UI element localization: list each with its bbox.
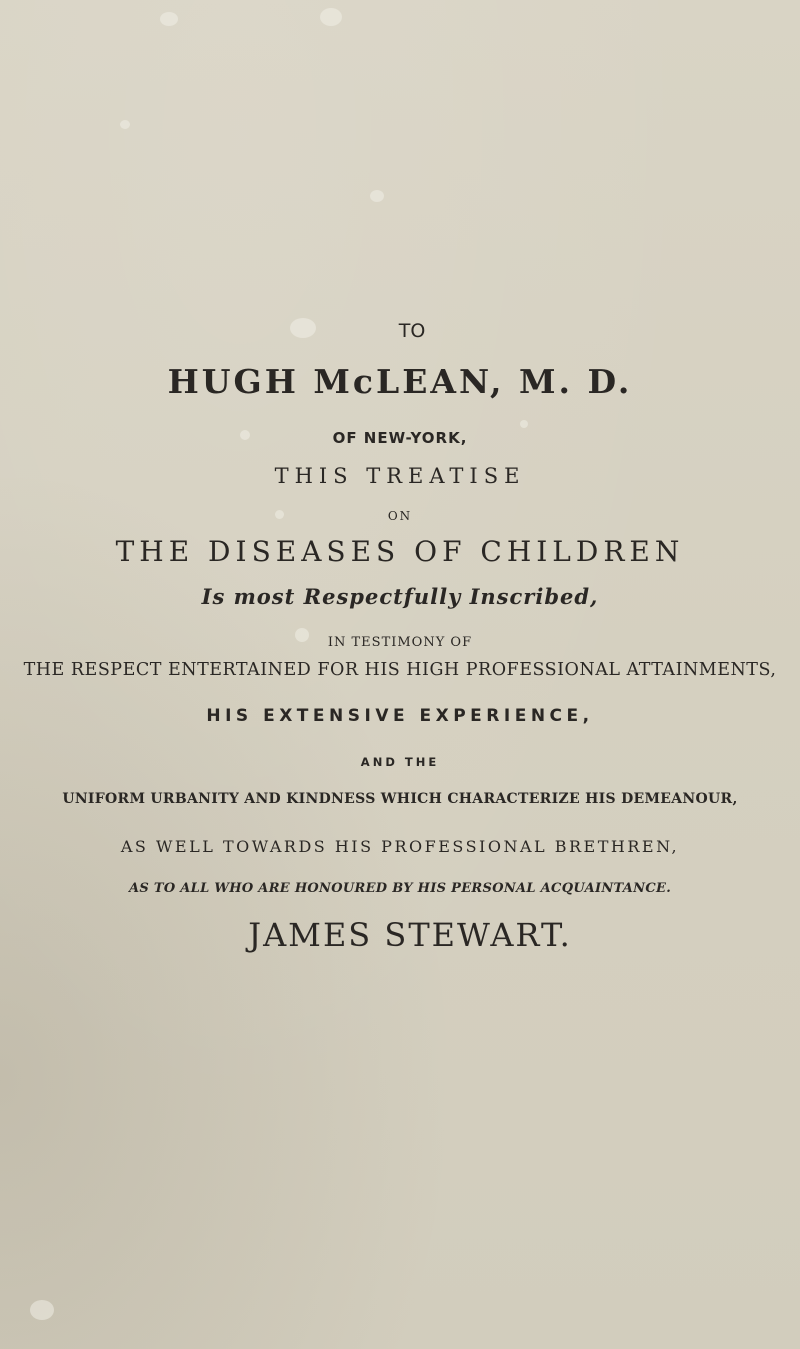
paper-speck: [30, 1300, 54, 1320]
respect-line: THE RESPECT ENTERTAINED FOR HIS HIGH PROFESSIONAL ATTAINMENTS,: [23, 660, 777, 680]
author-signature: JAMES STEWART.: [248, 916, 572, 954]
dedication-to: TO: [398, 320, 426, 342]
paper-speck: [370, 190, 384, 202]
treatise-line: THIS TREATISE: [274, 464, 526, 488]
paper-speck: [320, 8, 342, 26]
inscribed-line: Is most Respectfully Inscribed,: [201, 584, 599, 609]
and-the-line: AND THE: [360, 755, 440, 769]
subject-title: THE DISEASES OF CHILDREN: [115, 535, 685, 568]
paper-speck: [160, 12, 178, 26]
dedicatee-place: OF NEW-YORK,: [332, 429, 468, 447]
brethren-line: AS WELL TOWARDS HIS PROFESSIONAL BRETHREN,: [120, 837, 680, 856]
urbanity-line: UNIFORM URBANITY AND KINDNESS WHICH CHARACTERIZE HIS DEMEANOUR,: [62, 791, 738, 807]
paper-speck: [120, 120, 130, 129]
on-line: ON: [387, 509, 413, 523]
testimony-line: IN TESTIMONY OF: [327, 635, 473, 650]
paper-speck: [520, 420, 528, 428]
experience-line: HIS EXTENSIVE EXPERIENCE,: [206, 706, 594, 726]
acquaintance-line: AS TO ALL WHO ARE HONOURED BY HIS PERSONAL ACQUAINTANCE.: [128, 881, 672, 896]
dedicatee-name: HUGH McLEAN, M. D.: [167, 362, 633, 401]
